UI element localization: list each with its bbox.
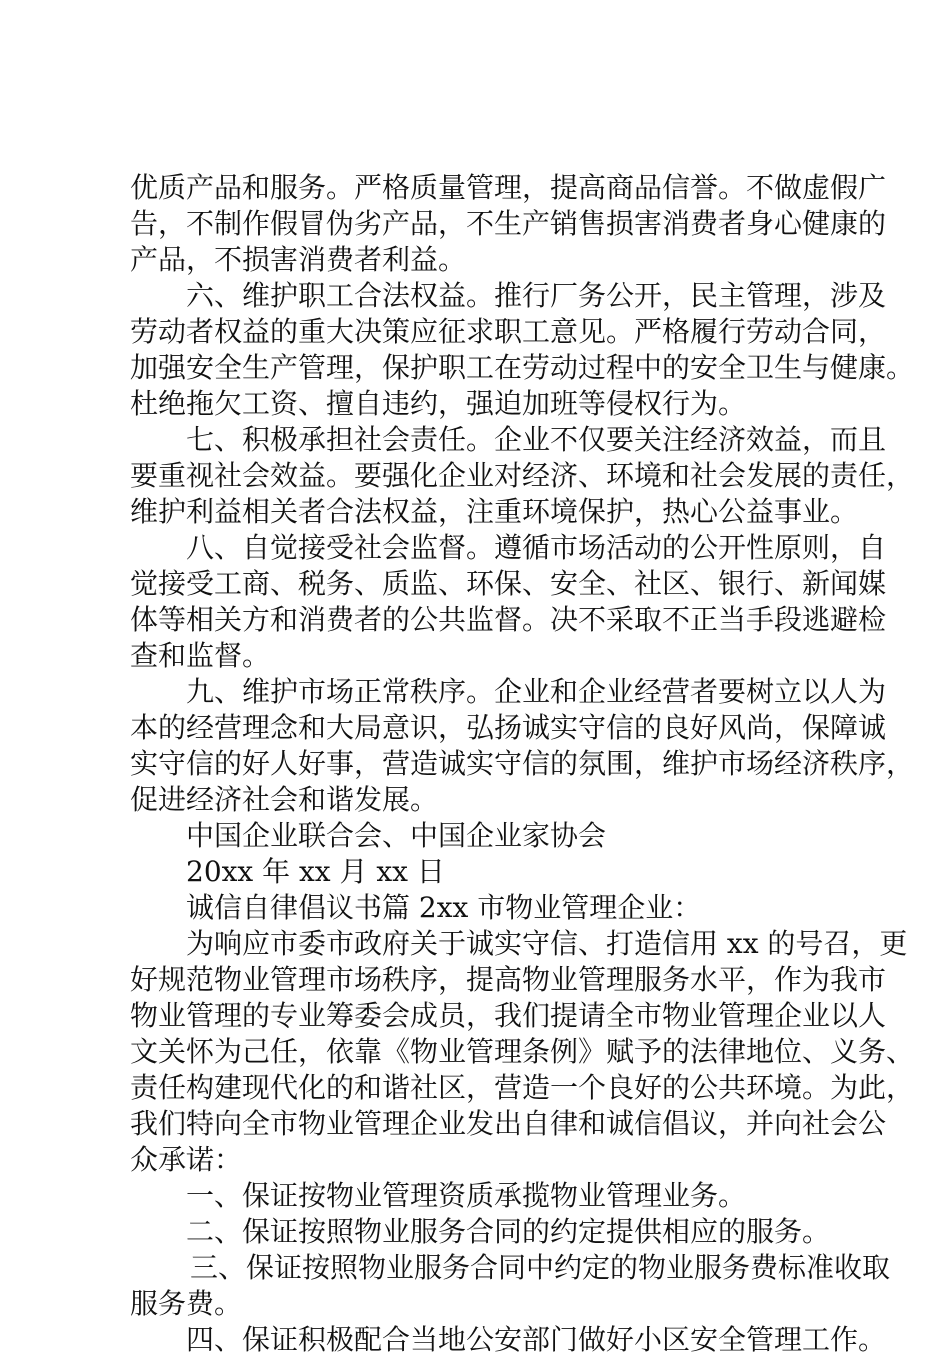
text-line: 我们特向全市物业管理企业发出自律和诚信倡议，并向社会公 (130, 1107, 887, 1140)
text-line: 告，不制作假冒伪劣产品，不生产销售损害消费者身心健康的 (130, 207, 887, 240)
text-line: 物业管理的专业筹委会成员，我们提请全市物业管理企业以人 (130, 999, 887, 1032)
text-line: 好规范物业管理市场秩序，提高物业管理服务水平，作为我市 (130, 963, 887, 996)
list-item: 三、保证按照物业服务合同中约定的物业服务费标准收取 (190, 1251, 891, 1284)
text-line: 服务费。 (130, 1287, 243, 1320)
text-line: 优质产品和服务。严格质量管理，提高商品信誉。不做虚假广 (130, 171, 887, 204)
text-line: 责任构建现代化的和谐社区，营造一个良好的公共环境。为此， (130, 1071, 915, 1104)
text-line: 本的经营理念和大局意识，弘扬诚实守信的良好风尚，保障诚 (130, 711, 887, 744)
text-line: 查和监督。 (130, 639, 271, 672)
text-line: 六、维护职工合法权益。推行厂务公开，民主管理，涉及 (186, 279, 887, 312)
text-line: 促进经济社会和谐发展。 (130, 783, 439, 816)
text-line: 众承诺： (130, 1143, 243, 1176)
list-item: 四、保证积极配合当地公安部门做好小区安全管理工作。 (186, 1323, 887, 1356)
signature-organization: 中国企业联合会、中国企业家协会 (186, 819, 607, 852)
text-line: 七、积极承担社会责任。企业不仅要关注经济效益，而且 (186, 423, 887, 456)
text-line: 加强安全生产管理，保护职工在劳动过程中的安全卫生与健康。 (130, 351, 915, 384)
text-line: 杜绝拖欠工资、擅自违约，强迫加班等侵权行为。 (130, 387, 747, 420)
text-line: 维护利益相关者合法权益，注重环境保护，热心公益事业。 (130, 495, 859, 528)
text-line: 产品，不损害消费者利益。 (130, 243, 467, 276)
section-heading: 诚信自律倡议书篇 2xx 市物业管理企业： (186, 891, 702, 924)
signature-date: 20xx 年 xx 月 xx 日 (186, 855, 445, 888)
text-line: 觉接受工商、税务、质监、环保、安全、社区、银行、新闻媒 (130, 567, 887, 600)
text-line: 实守信的好人好事，营造诚实守信的氛围，维护市场经济秩序， (130, 747, 915, 780)
text-line: 劳动者权益的重大决策应征求职工意见。严格履行劳动合同， (130, 315, 887, 348)
text-line: 八、自觉接受社会监督。遵循市场活动的公开性原则，自 (186, 531, 887, 564)
text-line: 要重视社会效益。要强化企业对经济、环境和社会发展的责任， (130, 459, 915, 492)
text-line: 为响应市委市政府关于诚实守信、打造信用 xx 的号召，更 (186, 927, 908, 960)
text-line: 九、维护市场正常秩序。企业和企业经营者要树立以人为 (186, 675, 887, 708)
list-item: 一、保证按物业管理资质承揽物业管理业务。 (186, 1179, 747, 1212)
list-item: 二、保证按照物业服务合同的约定提供相应的服务。 (186, 1215, 831, 1248)
document-body (130, 170, 915, 1358)
text-line: 文关怀为己任，依靠《物业管理条例》赋予的法律地位、义务、 (130, 1035, 915, 1068)
text-line: 体等相关方和消费者的公共监督。决不采取不正当手段逃避检 (130, 603, 887, 636)
